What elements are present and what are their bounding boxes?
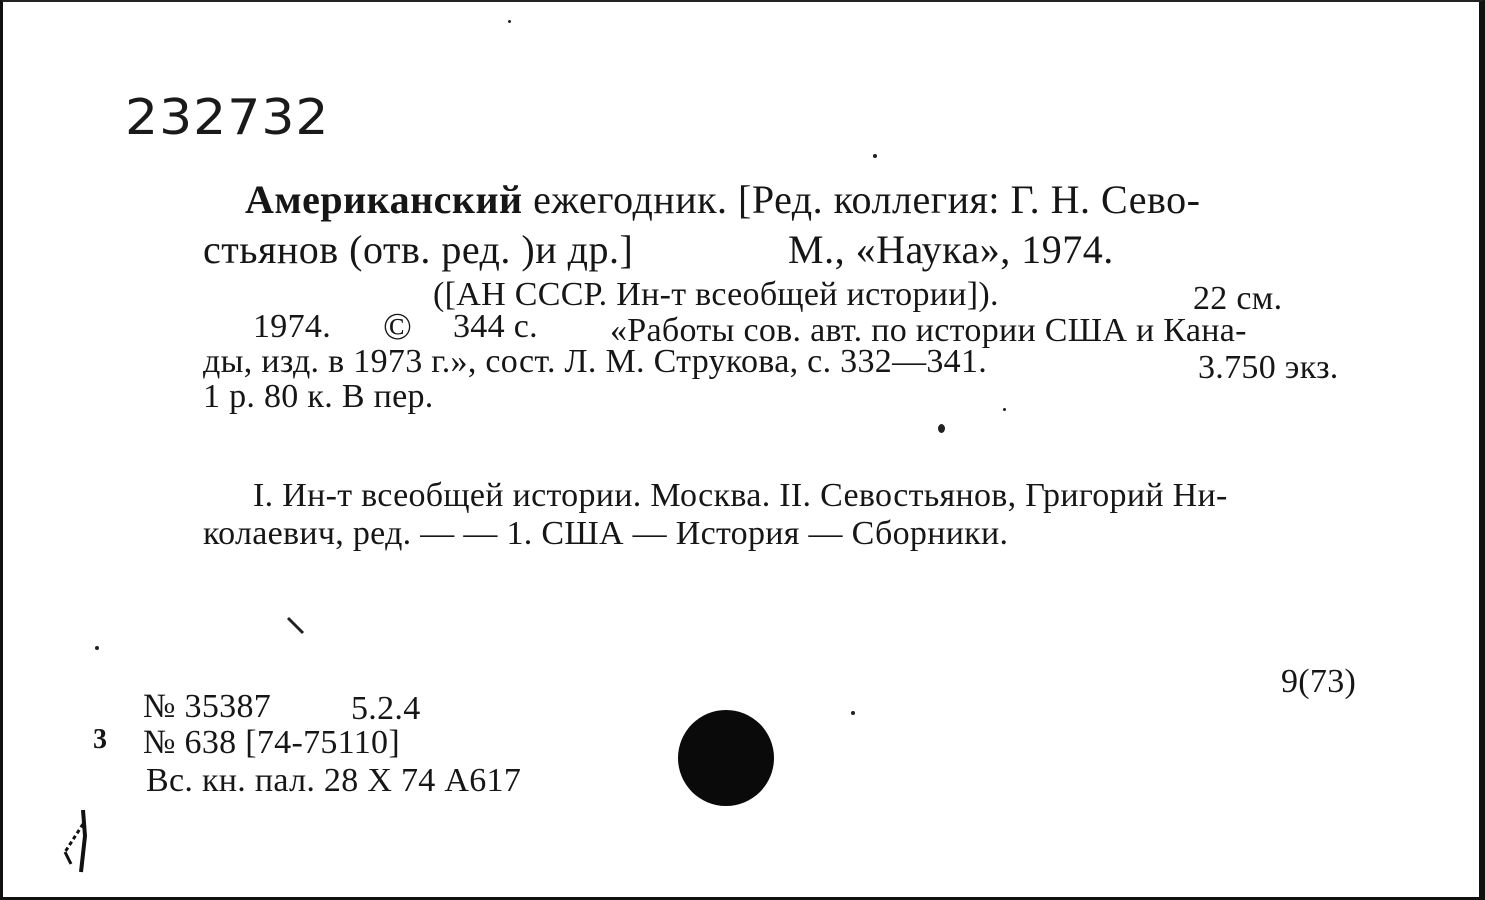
handwritten-card-number: 232732 xyxy=(125,89,330,147)
stroke-mark xyxy=(285,615,307,637)
footer-prefix: 3 xyxy=(93,724,108,755)
speck-mark xyxy=(938,424,945,433)
footer-registry: Вс. кн. пал. 28 X 74 А617 xyxy=(146,762,522,799)
title-line-1 xyxy=(245,177,1201,222)
pages-text: 344 с. xyxy=(453,308,538,345)
note-line-1: «Работы сов. авт. по истории США и Кана- xyxy=(610,312,1247,349)
copyright-symbol: © xyxy=(383,306,413,348)
classification-code: 9(73) xyxy=(1281,663,1357,700)
subjects-line-1: I. Ин-т всеобщей истории. Москва. II. Севостьянов, Григорий Ни- xyxy=(253,477,1228,514)
editors-text: стьянов (отв. ред. )и др.] xyxy=(203,227,634,272)
print-run-text: 3.750 экз. xyxy=(1198,349,1339,386)
footer-number-2: № 638 [74-75110] xyxy=(143,724,400,761)
title-line-1-rest: ежегодник. [Ред. коллегия: Г. Н. Сево- xyxy=(522,177,1201,222)
speck-mark xyxy=(508,20,511,23)
punch-hole-dot xyxy=(678,710,774,806)
footer-date: 5.2.4 xyxy=(351,690,421,727)
year-text: 1974. xyxy=(253,308,331,345)
note-line-2: ды, изд. в 1973 г.», сост. Л. М. Струкова, с. 332—341. xyxy=(203,343,988,380)
title-line-2 xyxy=(203,227,634,272)
speck-mark xyxy=(851,711,855,715)
imprint-text: М., «Наука», 1974. xyxy=(788,227,1114,272)
speck-mark xyxy=(1003,408,1006,411)
speck-mark xyxy=(95,646,99,650)
handwritten-mark xyxy=(55,806,95,876)
speck-mark xyxy=(873,154,877,158)
price-text: 1 р. 80 к. В пер. xyxy=(203,378,434,415)
series-text: ([АН СССР. Ин-т всеобщей истории]). xyxy=(433,276,999,313)
footer-number-1: № 35387 xyxy=(143,688,272,725)
size-text: 22 см. xyxy=(1193,280,1283,317)
subjects-line-2: колаевич, ред. — — 1. США — История — Сборники. xyxy=(203,515,1009,552)
title-bold: Американский xyxy=(245,177,523,222)
